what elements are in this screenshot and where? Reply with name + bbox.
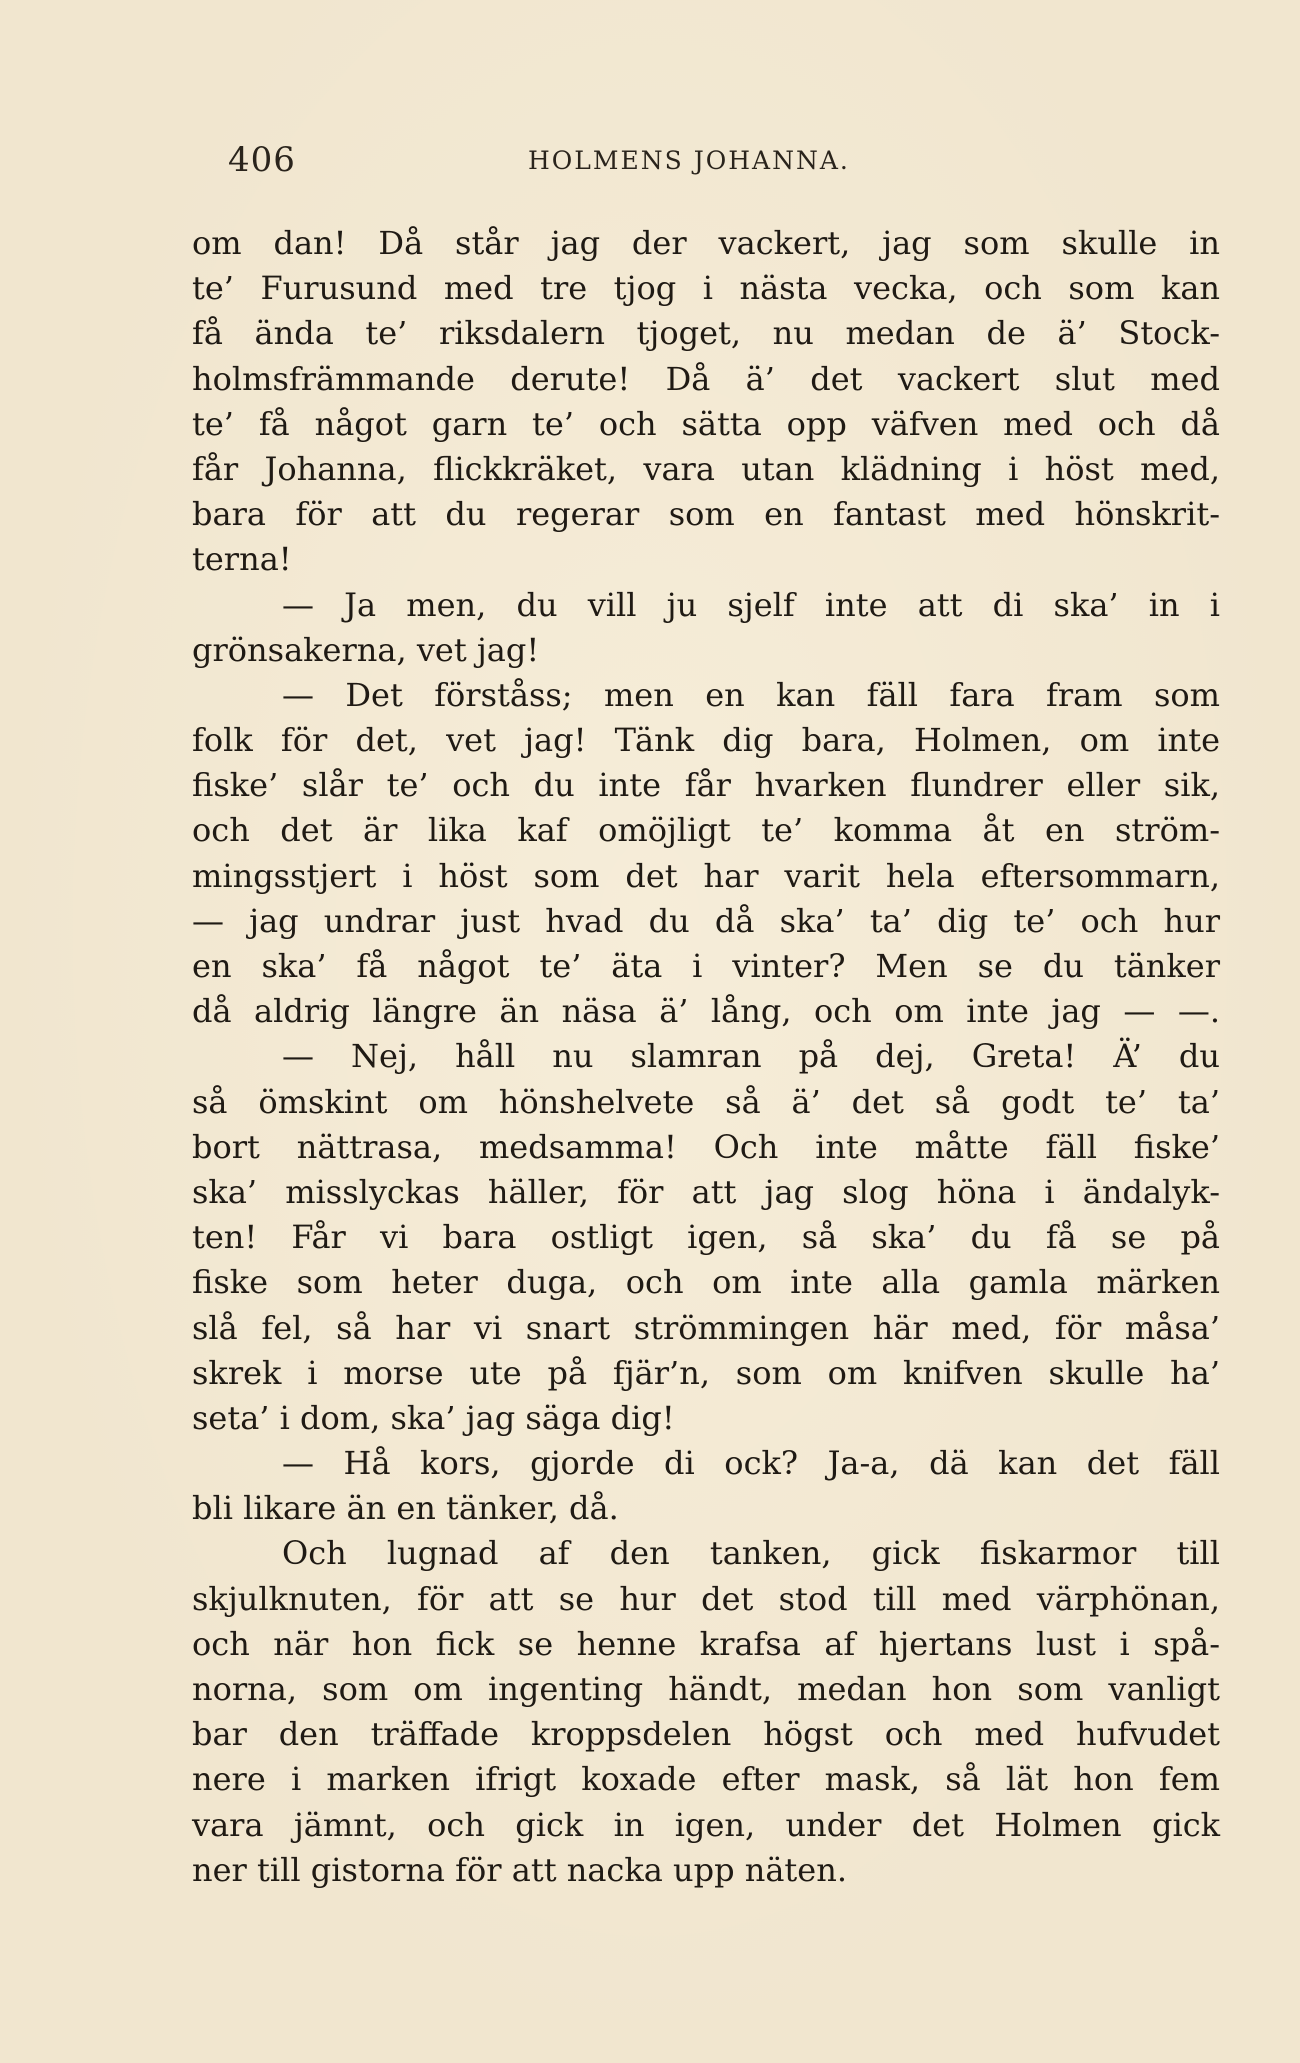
text-line: nere i marken ifrigt koxade efter mask, så lät hon fem [192, 1760, 1220, 1799]
text-line: terna! [192, 540, 292, 579]
text-line: mingsstjert i höst som det har varit hela eftersommarn, [192, 856, 1220, 895]
text-line: bara för att du regerar som en fantast med hönskrit- [192, 495, 1220, 534]
text-line: om dan! Då står jag der vackert, jag som skulle in [192, 224, 1220, 262]
text-line: — Ja men, du vill ju sjelf inte att di ska’ in i [282, 585, 1220, 624]
text-line: fiske’ slår te’ och du inte får hvarken flundrer eller sik, [192, 766, 1220, 805]
text-line: Och lugnad af den tanken, gick fiskarmor till [282, 1534, 1220, 1573]
text-line: — jag undrar just hvad du då ska’ ta’ dig te’ och hur [192, 901, 1220, 940]
text-line: och det är lika kaf omöjligt te’ komma åt en ström- [192, 811, 1220, 850]
text-line: folk för det, vet jag! Tänk dig bara, Holmen, om inte [192, 721, 1220, 760]
text-line: holmsfrämmande derute! Då ä’ det vackert slut med [192, 359, 1220, 398]
text-line: fiske som heter duga, och om inte alla gamla märken [192, 1263, 1220, 1302]
text-line: ner till gistorna för att nacka upp näten. [192, 1850, 847, 1889]
text-line: skjulknuten, för att se hur det stod till med värphönan, [192, 1579, 1220, 1618]
text-line: får Johanna, flickkräket, vara utan klädning i höst med, [192, 449, 1220, 488]
text-line: — Nej, håll nu slamran på dej, Greta! Ä’ du [282, 1037, 1220, 1076]
text-line: te’ få något garn te’ och sätta opp väfven med och då [192, 404, 1220, 443]
text-line: ten! Får vi bara ostligt igen, så ska’ du få se på [192, 1218, 1220, 1257]
text-line: norna, som om ingenting händt, medan hon som vanligt [192, 1670, 1220, 1708]
body-text [192, 221, 1220, 1893]
text-line: så ömskint om hönshelvete så ä’ det så godt te’ ta’ [192, 1082, 1220, 1121]
text-line: skrek i morse ute på fjär’n, som om knifven skulle ha’ [192, 1353, 1220, 1392]
text-line: seta’ i dom, ska’ jag säga dig! [192, 1398, 675, 1437]
text-line: och när hon fick se henne krafsa af hjertans lust i spå- [192, 1624, 1220, 1663]
text-line: — Hå kors, gjorde di ock? Ja-a, dä kan det fäll [282, 1444, 1220, 1483]
page-header [228, 140, 1148, 190]
text-line: få ända te’ riksdalern tjoget, nu medan de ä’ Stock- [192, 314, 1220, 353]
text-line: en ska’ få något te’ äta i vinter? Men se du tänker [192, 947, 1220, 985]
text-line: bli likare än en tänker, då. [192, 1489, 619, 1528]
text-line: bort nättrasa, medsamma! Och inte måtte fäll fiske’ [192, 1127, 1220, 1166]
page-number: 406 [228, 140, 296, 180]
text-line: grönsakerna, vet jag! [192, 630, 540, 669]
running-head: HOLMENS JOHANNA. [528, 146, 850, 175]
text-line: bar den träffade kroppsdelen högst och med hufvudet [192, 1715, 1220, 1754]
text-line: — Det förståss; men en kan fäll fara fram som [282, 675, 1220, 714]
text-line: slå fel, så har vi snart strömmingen här med, för måsa’ [192, 1308, 1220, 1347]
text-line: te’ Furusund med tre tjog i nästa vecka, och som kan [192, 269, 1220, 308]
text-line: då aldrig längre än näsa ä’ lång, och om inte jag — —. [192, 992, 1220, 1031]
text-line: vara jämnt, och gick in igen, under det Holmen gick [192, 1805, 1220, 1844]
text-line: ska’ misslyckas häller, för att jag slog höna i ändalyk- [192, 1172, 1220, 1211]
